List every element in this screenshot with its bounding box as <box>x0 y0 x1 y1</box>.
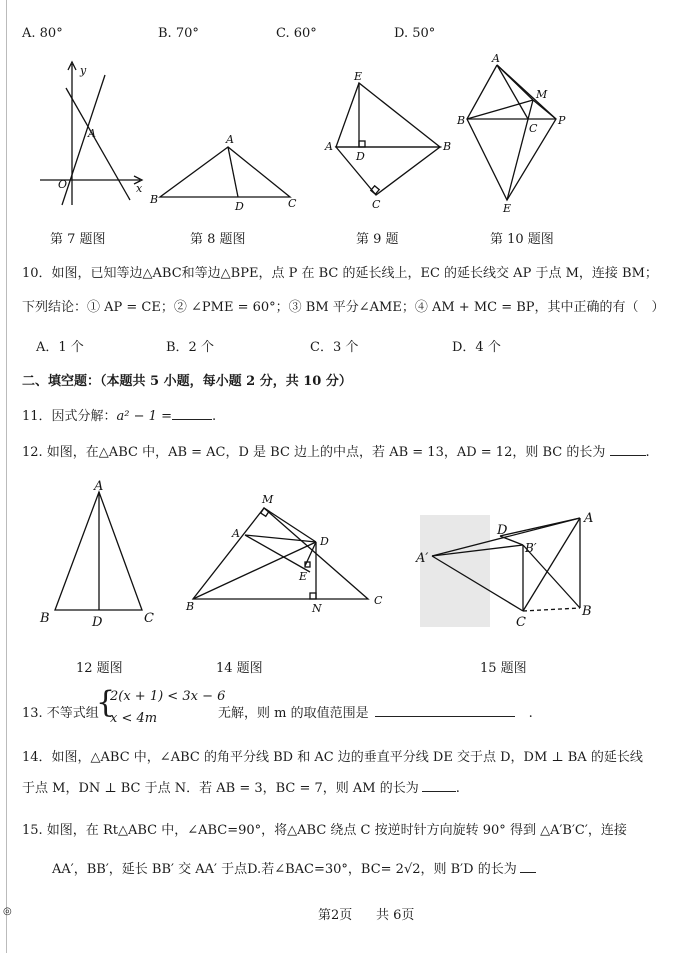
q10-option-a: A．1 个 <box>36 340 84 355</box>
q15-line2: AA′，BB′，延长 BB′ 交 AA′ 于点D.若∠BAC=30°，BC= 2√2，则 B′D 的长为 <box>52 862 517 877</box>
fig14-label-a: A <box>232 527 240 540</box>
q13-brace: { <box>96 685 116 720</box>
fig8-label-b: B <box>150 193 159 206</box>
q10-option-d: D．4 个 <box>452 340 501 355</box>
q15-line1: 15. 如图，在 Rt△ABC 中，∠ABC=90°，将△ABC 绕点 C 按逆时针方向旋转 90° 得到 △A′B′C′，连接 <box>22 823 627 838</box>
fig12-label-b: B <box>40 611 50 626</box>
fig12-label-a: A <box>94 479 104 494</box>
fig9-caption: 第 9 题 <box>356 232 399 247</box>
fig8-label-c: C <box>288 197 297 210</box>
fig14-label-n: N <box>312 602 322 615</box>
q14-line2-wrap <box>22 777 460 796</box>
fig12-label-d: D <box>92 615 103 630</box>
fig9-label-d: D <box>356 150 365 163</box>
margin-circle-icon: ◎ <box>3 906 12 917</box>
q9-option-c: C. 60° <box>276 26 317 41</box>
fig8-label-a: A <box>226 133 234 146</box>
fig15-label-b1: B′ <box>525 541 537 555</box>
fig7-label-x: x <box>136 182 143 195</box>
fig7-label-a: A <box>88 127 96 140</box>
section2-heading: 二、填空题：（本题共 5 小题，每小题 2 分，共 10 分） <box>22 374 352 389</box>
q14-end: . <box>455 781 460 796</box>
q11-label: 11．因式分解： <box>22 409 117 424</box>
fig9-label-b: B <box>443 140 452 153</box>
q14-blank[interactable] <box>422 779 456 792</box>
q9-option-a: A. 80° <box>22 26 63 41</box>
fig7-caption: 第 7 题图 <box>50 232 106 247</box>
fig14-label-m: M <box>262 493 274 506</box>
fig12-label-c: C <box>144 611 154 626</box>
footer-page: 第2页 <box>318 908 353 923</box>
fig15-label-a: A <box>584 511 594 526</box>
fig15-shading <box>420 515 490 627</box>
fig14-label-d: D <box>320 535 329 548</box>
fig10-label-a: A <box>492 52 500 65</box>
q13-suffix: 无解，则 m 的取值范围是 <box>218 706 369 721</box>
fig15-label-b: B <box>582 604 592 619</box>
fig10-label-m: M <box>536 88 548 101</box>
q9-option-b: B. 70° <box>158 26 199 41</box>
fig14-label-e: E <box>299 570 308 583</box>
q13-suffix-line <box>218 702 533 721</box>
fig14-label-c: C <box>374 594 383 607</box>
fig10-label-p: P <box>558 114 566 127</box>
fig15-label-c: C <box>516 615 526 630</box>
fig15-label-a1: A′ <box>416 551 429 566</box>
fig14-label-b: B <box>186 600 195 613</box>
fig12-caption: 12 题图 <box>76 661 123 676</box>
q10-line1: 10．如图，已知等边△ABC和等边△BPE，点 P 在 BC 的延长线上，EC 的延长线交 AP 于点 M，连接 BM； <box>22 266 658 281</box>
fig7-label-y: y <box>80 64 87 77</box>
q15-blank[interactable] <box>520 860 536 873</box>
fig14-caption: 14 题图 <box>216 661 263 676</box>
q12-label: 12. 如图，在△ABC 中，AB = AC，D 是 BC 边上的中点，若 AB = 13，AD = 12，则 BC 的长为 <box>22 445 606 460</box>
fig15-caption: 15 题图 <box>480 661 527 676</box>
q10-option-c: C．3 个 <box>310 340 359 355</box>
fig9-label-e: E <box>354 70 363 83</box>
fig10-label-c: C <box>529 122 538 135</box>
q13-end: . <box>528 706 533 721</box>
footer-total: 共 6页 <box>376 908 415 923</box>
q14-line2: 于点 M，DN ⊥ BC 于点 N．若 AB = 3，BC = 7，则 AM 的长为 <box>22 781 419 796</box>
fig8-label-d: D <box>235 200 244 213</box>
q11-expr: a² − 1 = <box>116 409 172 424</box>
q15-line2-wrap <box>52 858 536 877</box>
q10-option-b: B．2 个 <box>166 340 214 355</box>
fig10-label-e: E <box>503 202 512 215</box>
fig15-label-d: D <box>497 523 508 538</box>
fig10-caption: 第 10 题图 <box>490 232 554 247</box>
q13-prefix: 13. 不等式组 <box>22 706 99 721</box>
q12-end: . <box>645 445 650 460</box>
q11-end: . <box>211 409 217 424</box>
fig10-label-b: B <box>457 114 466 127</box>
fig8-caption: 第 8 题图 <box>190 232 246 247</box>
fig7-label-o: O <box>58 178 68 191</box>
q13-row2: x < 4m <box>110 711 158 726</box>
q14-line1: 14．如图，△ABC 中，∠ABC 的角平分线 BD 和 AC 边的垂直平分线 DE 交于点 D，DM ⊥ BA 的延长线 <box>22 750 643 765</box>
q13-blank[interactable] <box>375 704 515 717</box>
q10-line2: 下列结论：① AP = CE；② ∠PME = 60°；③ BM 平分∠AME；④ AM + MC = BP，其中正确的有（ ） <box>22 300 665 315</box>
q9-option-d: D. 50° <box>394 26 436 41</box>
fig9-label-a: A <box>325 140 333 153</box>
fig9-label-c: C <box>372 198 381 211</box>
q13-row1: 2(x + 1) < 3x − 6 <box>110 689 226 704</box>
